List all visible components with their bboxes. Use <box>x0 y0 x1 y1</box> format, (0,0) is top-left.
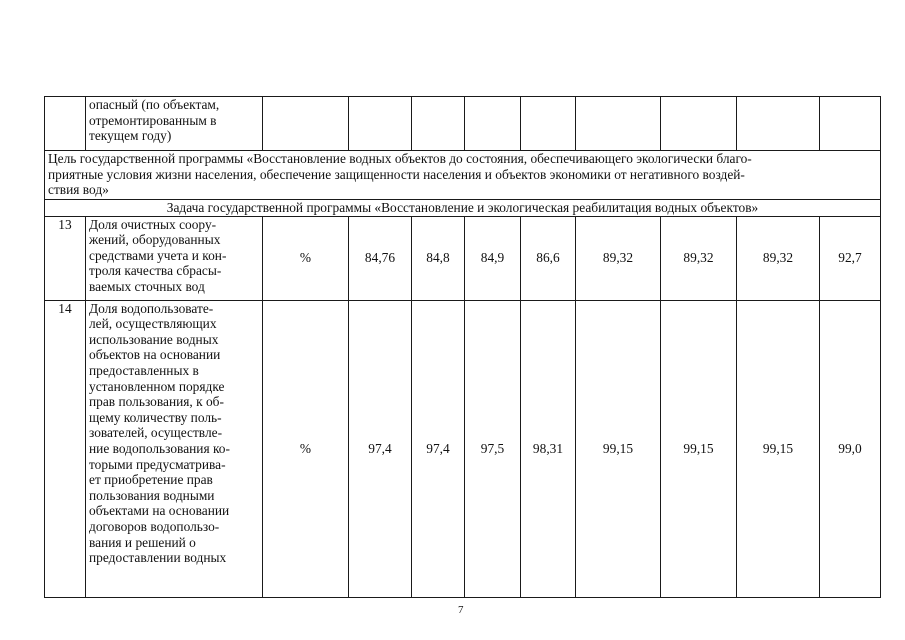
cell-value: 84,76 <box>349 216 412 300</box>
cell-value: 99,15 <box>576 300 661 597</box>
cell-unit: % <box>263 300 349 597</box>
cell-value: 97,4 <box>412 300 465 597</box>
cell-value-empty <box>465 97 521 151</box>
cell-value: 89,32 <box>737 216 820 300</box>
cell-indicator-name: Доля водопользовате- лей, осуществляющих использование водных объектов на основании предоставленных в установленном порядке прав пользования, к об- щему количеству поль- зователей, осуществле- ние водопользования ко- торыми предусматрива- ет приобретение прав пользования водными объектами на основании договоров водопользо- вания и решений о предоставлении водных <box>86 300 263 597</box>
cell-value-empty <box>661 97 737 151</box>
task-cell: Задача государственной программы «Восстановление и экологическая реабилитация водных объектов» <box>45 200 881 217</box>
cell-value: 89,32 <box>661 216 737 300</box>
table-row-13 <box>45 216 881 300</box>
cell-value: 84,8 <box>412 216 465 300</box>
table-row-14 <box>45 300 881 597</box>
cell-indicator-name: опасный (по объектам, отремонтированным в текущем году) <box>86 97 263 151</box>
cell-value-empty <box>737 97 820 151</box>
cell-value: 99,0 <box>820 300 881 597</box>
cell-value-empty <box>349 97 412 151</box>
goal-cell: Цель государственной программы «Восстановление водных объектов до состояния, обеспечивающего экологически благо- приятные условия жизни населения, обеспечение защищенности населения и объектов экономики от негативного воздей- ствия вод» <box>45 151 881 200</box>
cell-value: 99,15 <box>737 300 820 597</box>
cell-unit-empty <box>263 97 349 151</box>
row-number: 13 <box>45 216 86 300</box>
cell-indicator-name: Доля очистных соору- жений, оборудованных средствами учета и кон- троля качества сбрасы- ваемых сточных вод <box>86 216 263 300</box>
cell-value-empty <box>412 97 465 151</box>
page-number: 7 <box>458 604 464 616</box>
cell-value: 89,32 <box>576 216 661 300</box>
cell-value: 84,9 <box>465 216 521 300</box>
cell-value-empty <box>576 97 661 151</box>
cell-value: 86,6 <box>521 216 576 300</box>
row-number: 14 <box>45 300 86 597</box>
cell-value: 97,5 <box>465 300 521 597</box>
cell-num-empty <box>45 97 86 151</box>
cell-unit: % <box>263 216 349 300</box>
table-row-continued <box>45 97 881 151</box>
cell-value: 99,15 <box>661 300 737 597</box>
indicators-table <box>44 96 881 598</box>
task-row <box>45 200 881 217</box>
cell-value: 98,31 <box>521 300 576 597</box>
cell-value-empty <box>820 97 881 151</box>
cell-value-empty <box>521 97 576 151</box>
cell-value: 92,7 <box>820 216 881 300</box>
cell-value: 97,4 <box>349 300 412 597</box>
goal-row <box>45 151 881 200</box>
